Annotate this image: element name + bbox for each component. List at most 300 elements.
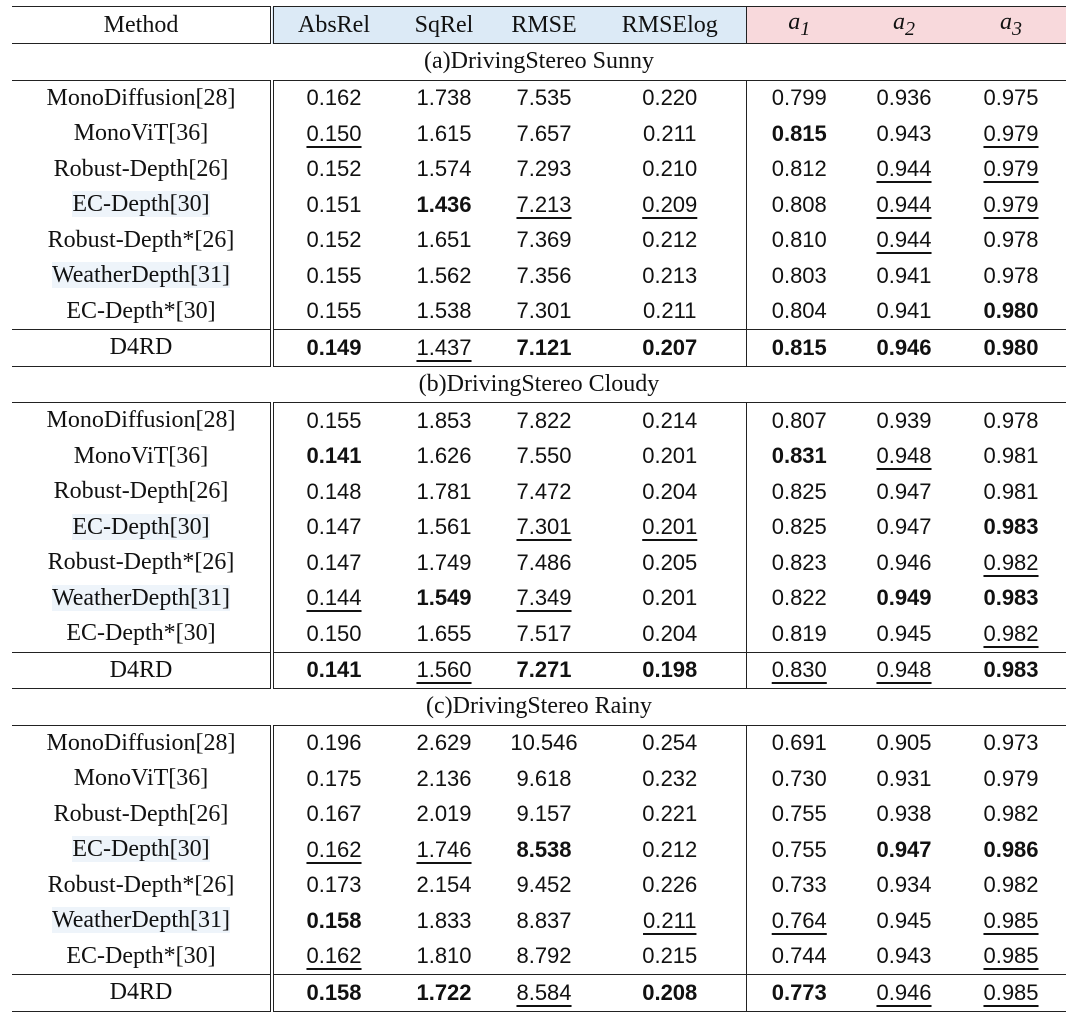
value-cell [852,403,956,439]
value-text: 0.945 [876,907,932,933]
value-cell [956,903,1066,939]
value-cell [956,403,1066,439]
value-cell [852,187,956,223]
value-cell [594,975,746,1012]
method-cell [12,581,272,617]
value-text: 1.615 [416,120,472,146]
value-cell [272,403,394,439]
value-cell [594,474,746,510]
value-cell [594,797,746,833]
value-text: 0.201 [642,585,698,611]
value-text: 0.744 [771,943,827,969]
value-text: 0.201 [642,443,698,469]
value-cell [494,152,594,188]
value-text: 7.657 [516,120,572,146]
value-cell [272,294,394,330]
value-cell [852,152,956,188]
method-name: Robust-Depth*[26] [47,226,235,253]
value-text: 0.986 [983,836,1039,862]
method-cell [12,832,272,868]
value-text: 0.949 [876,585,932,611]
value-cell [394,474,494,510]
value-text: 1.562 [416,262,472,288]
table-row [12,725,1066,761]
value-cell [852,652,956,689]
value-cell [594,832,746,868]
table-row [12,294,1066,330]
value-cell [494,868,594,904]
value-cell [394,616,494,652]
value-text: 0.815 [771,120,827,146]
method-cell [12,474,272,510]
value-cell [956,330,1066,367]
value-cell [594,903,746,939]
value-text: 0.947 [876,514,932,540]
value-cell [494,510,594,546]
value-cell [594,581,746,617]
value-text: 0.982 [983,620,1039,646]
value-cell [394,725,494,761]
method-cell [12,439,272,475]
value-text: 0.947 [876,478,932,504]
value-text: 8.792 [516,943,572,969]
value-cell [272,439,394,475]
table-row [12,80,1066,116]
value-text: 1.722 [416,979,472,1005]
value-text: 8.538 [516,836,572,862]
value-text: 0.764 [771,907,827,933]
value-text: 1.781 [416,478,472,504]
value-text: 0.815 [771,334,827,360]
value-text: 0.931 [876,765,932,791]
table-row [12,474,1066,510]
value-text: 0.810 [771,227,827,253]
value-cell [394,975,494,1012]
method-name: MonoViT[36] [73,765,209,792]
method-cell [12,403,272,439]
value-cell [852,258,956,294]
value-cell [956,439,1066,475]
value-text: 0.945 [876,620,932,646]
value-text: 8.584 [516,979,572,1005]
value-text: 1.833 [416,907,472,933]
value-text: 1.749 [416,549,472,575]
value-text: 0.730 [771,765,827,791]
value-text: 2.019 [416,801,472,827]
method-name: EC-Depth[30] [72,191,210,218]
value-text: 0.905 [876,730,932,756]
value-cell [272,116,394,152]
section-title: (c)DrivingStereo Rainy [12,689,1066,726]
value-text: 0.152 [306,156,362,182]
value-cell [272,761,394,797]
value-text: 0.147 [306,514,362,540]
value-cell [852,116,956,152]
value-cell [956,832,1066,868]
value-cell [594,725,746,761]
value-cell [746,903,852,939]
value-text: 0.938 [876,801,932,827]
method-cell [12,616,272,652]
table-row [12,797,1066,833]
value-text: 0.220 [642,85,698,111]
value-text: 9.618 [516,765,572,791]
value-cell [852,939,956,975]
value-text: 0.210 [642,156,698,182]
section-title-row [12,366,1066,403]
method-name: MonoViT[36] [73,442,209,469]
value-text: 0.980 [983,298,1039,324]
value-text: 1.574 [416,156,472,182]
value-cell [956,868,1066,904]
value-cell [494,975,594,1012]
value-text: 0.201 [642,514,698,540]
table-body [12,44,1066,1012]
value-cell [272,868,394,904]
value-cell [852,80,956,116]
value-text: 0.773 [771,979,827,1005]
value-text: 0.144 [306,585,362,611]
value-text: 0.982 [983,801,1039,827]
value-text: 7.369 [516,227,572,253]
value-text: 0.819 [771,620,827,646]
value-cell [852,330,956,367]
value-cell [272,80,394,116]
header-a2: $a_2$ [852,7,956,44]
value-cell [746,581,852,617]
value-cell [852,223,956,259]
table-row [12,545,1066,581]
value-cell [594,330,746,367]
value-cell [956,152,1066,188]
value-text: 7.535 [516,85,572,111]
method-name: EC-Depth*[30] [66,297,216,324]
table-row [12,903,1066,939]
value-cell [394,903,494,939]
value-cell [394,116,494,152]
value-text: 0.211 [643,907,697,933]
table-row [12,939,1066,975]
value-text: 0.973 [983,730,1039,756]
method-cell [12,761,272,797]
value-text: 0.207 [642,334,698,360]
value-cell [394,403,494,439]
value-cell [272,616,394,652]
value-text: 0.213 [642,262,698,288]
section-title-row [12,44,1066,81]
value-text: 0.733 [771,872,827,898]
value-cell [494,330,594,367]
value-text: 0.141 [306,657,362,683]
d4rd-row [12,975,1066,1012]
value-cell [594,439,746,475]
value-text: 0.943 [876,943,932,969]
value-text: 0.943 [876,120,932,146]
value-cell [852,616,956,652]
value-text: 0.152 [306,227,362,253]
value-cell [494,223,594,259]
value-cell [594,939,746,975]
value-text: 0.162 [306,943,362,969]
value-text: 0.149 [306,334,362,360]
table-row [12,510,1066,546]
value-cell [956,474,1066,510]
value-cell [746,797,852,833]
value-cell [594,510,746,546]
value-cell [746,223,852,259]
value-text: 7.517 [516,620,572,646]
method-name: EC-Depth*[30] [66,620,216,647]
value-text: 0.173 [306,872,362,898]
value-cell [746,474,852,510]
value-text: 0.979 [983,156,1039,182]
value-text: 0.150 [306,120,362,146]
value-text: 1.626 [416,443,472,469]
table-row [12,403,1066,439]
value-text: 0.983 [983,657,1039,683]
value-cell [272,581,394,617]
value-cell [852,797,956,833]
value-text: 0.212 [642,836,698,862]
value-text: 0.204 [642,478,698,504]
value-text: 7.121 [516,334,572,360]
value-cell [852,545,956,581]
value-text: 0.221 [642,801,698,827]
value-text: 0.983 [983,514,1039,540]
value-cell [494,616,594,652]
value-cell [956,581,1066,617]
value-cell [956,187,1066,223]
method-name: D4RD [109,979,173,1006]
value-cell [494,258,594,294]
value-cell [494,652,594,689]
value-text: 0.198 [642,657,698,683]
value-cell [852,868,956,904]
value-text: 0.808 [771,191,827,217]
value-cell [852,761,956,797]
value-text: 7.356 [516,262,572,288]
value-cell [852,294,956,330]
value-text: 0.831 [771,443,827,469]
method-cell [12,510,272,546]
value-cell [272,474,394,510]
value-cell [956,797,1066,833]
value-text: 0.150 [306,620,362,646]
value-text: 0.941 [876,298,932,324]
value-text: 0.825 [771,514,827,540]
value-text: 7.550 [516,443,572,469]
method-name: WeatherDepth[31] [52,584,230,611]
value-cell [852,832,956,868]
value-cell [394,152,494,188]
value-text: 0.209 [642,191,698,217]
value-text: 0.755 [771,801,827,827]
value-cell [394,223,494,259]
value-text: 0.978 [983,407,1039,433]
value-cell [594,761,746,797]
method-name: Robust-Depth[26] [53,800,229,827]
method-name: Robust-Depth[26] [53,155,229,182]
value-text: 0.944 [876,156,932,182]
value-text: 0.141 [306,443,362,469]
value-cell [956,725,1066,761]
method-cell [12,223,272,259]
table-row [12,116,1066,152]
value-cell [852,439,956,475]
value-cell [394,652,494,689]
value-text: 0.155 [306,407,362,433]
method-name: D4RD [109,656,173,683]
table-row [12,616,1066,652]
value-cell [394,187,494,223]
value-text: 0.214 [642,407,698,433]
value-text: 0.167 [306,801,362,827]
value-text: 0.155 [306,262,362,288]
method-cell [12,116,272,152]
method-cell [12,545,272,581]
table-row [12,581,1066,617]
value-cell [494,439,594,475]
value-text: 1.810 [416,943,472,969]
value-cell [594,187,746,223]
value-text: 2.154 [416,872,472,898]
value-text: 7.271 [516,657,572,683]
value-cell [594,616,746,652]
value-text: 8.837 [516,907,572,933]
table-row [12,868,1066,904]
value-text: 9.452 [516,872,572,898]
value-cell [394,797,494,833]
method-name: Robust-Depth[26] [53,478,229,505]
value-text: 0.196 [306,730,362,756]
header-rmse: RMSE [494,7,594,44]
value-text: 0.162 [306,836,362,862]
value-cell [394,832,494,868]
value-text: 0.979 [983,120,1039,146]
value-text: 10.546 [510,730,578,756]
value-cell [746,80,852,116]
value-cell [594,545,746,581]
value-cell [494,725,594,761]
method-name: EC-Depth[30] [72,836,210,863]
header-absrel: AbsRel [272,7,394,44]
value-cell [594,294,746,330]
value-text: 0.799 [771,85,827,111]
value-cell [956,652,1066,689]
value-cell [956,294,1066,330]
value-cell [594,258,746,294]
value-text: 0.755 [771,836,827,862]
method-cell [12,258,272,294]
method-cell [12,939,272,975]
value-text: 7.472 [516,478,572,504]
value-cell [272,510,394,546]
value-cell [956,223,1066,259]
value-text: 0.212 [642,227,698,253]
value-cell [494,474,594,510]
value-text: 0.211 [643,120,697,146]
value-text: 0.946 [876,549,932,575]
value-text: 0.936 [876,85,932,111]
table-row [12,832,1066,868]
value-text: 1.738 [416,85,472,111]
value-cell [956,939,1066,975]
value-cell [594,223,746,259]
value-text: 0.985 [983,943,1039,969]
value-cell [746,116,852,152]
value-cell [746,761,852,797]
value-cell [272,903,394,939]
value-text: 0.948 [876,443,932,469]
table-row [12,152,1066,188]
table-row [12,439,1066,475]
value-cell [272,223,394,259]
value-text: 0.983 [983,585,1039,611]
section-title: (b)DrivingStereo Cloudy [12,366,1066,403]
method-name: WeatherDepth[31] [52,907,230,934]
value-text: 0.215 [642,943,698,969]
value-cell [746,939,852,975]
method-cell [12,152,272,188]
value-cell [494,545,594,581]
method-cell [12,80,272,116]
value-cell [272,652,394,689]
value-text: 1.437 [416,334,472,360]
value-cell [394,330,494,367]
value-text: 0.830 [771,657,827,683]
value-cell [956,616,1066,652]
value-cell [852,975,956,1012]
value-cell [494,939,594,975]
value-text: 0.941 [876,262,932,288]
value-cell [594,403,746,439]
value-cell [394,761,494,797]
value-text: 7.293 [516,156,572,182]
value-cell [494,116,594,152]
method-name: MonoDiffusion[28] [46,729,236,756]
value-text: 0.155 [306,298,362,324]
method-cell [12,187,272,223]
value-cell [746,652,852,689]
value-text: 0.979 [983,765,1039,791]
value-text: 1.561 [416,514,472,540]
value-cell [956,545,1066,581]
value-text: 0.226 [642,872,698,898]
value-text: 7.486 [516,549,572,575]
header-row [12,7,1066,44]
header-sqrel: SqRel [394,7,494,44]
value-cell [272,939,394,975]
method-cell [12,294,272,330]
value-text: 0.803 [771,262,827,288]
value-cell [394,258,494,294]
value-text: 7.349 [516,585,572,611]
value-text: 0.151 [306,191,362,217]
value-cell [852,725,956,761]
value-text: 0.691 [771,730,827,756]
value-cell [494,294,594,330]
value-text: 0.825 [771,478,827,504]
header-a3: $a_3$ [956,7,1066,44]
value-cell [956,258,1066,294]
table-row [12,761,1066,797]
value-text: 0.175 [306,765,362,791]
value-cell [272,832,394,868]
value-cell [594,652,746,689]
value-text: 0.158 [306,979,362,1005]
value-cell [272,187,394,223]
header-rmselog: RMSElog [594,7,746,44]
